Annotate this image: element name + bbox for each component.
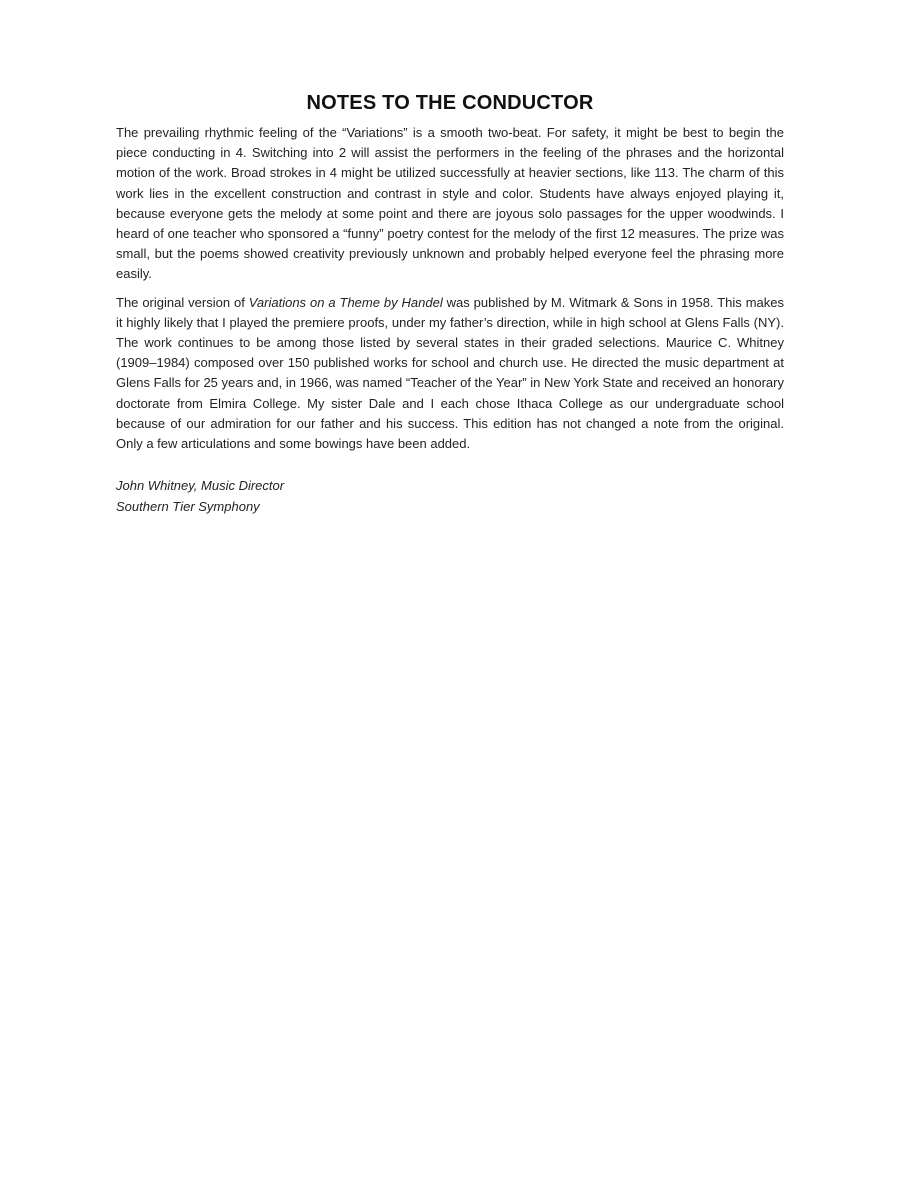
signature-name: John Whitney, Music Director <box>116 478 285 494</box>
paragraph-2-rest: was published by M. Witmark & Sons in 1958. This makes it highly likely that I played the premiere proofs, under my father’s direction, while in high school at Glens Falls (NY). The work continues to be among those listed by several states in their graded selections. Maurice C. Whitney (1909–1984) composed over 150 published works for school and church use. He directed the music department at Glens Falls for 25 years and, in 1966, was named “Teacher of the Year” in New York State and received an honorary doctorate from Elmira College. My sister Dale and I each chose Ithaca College as our undergraduate school because of our admiration for our father and his success. This edition has not changed a note from the original. Only a few articulations and some bowings have been added. <box>116 294 784 452</box>
notes-paragraph-1: The prevailing rhythmic feeling of the “Variations” is a smooth two-beat. For safety, it might be best to begin the piece conducting in 4. Switching into 2 will assist the performers in the feeling of the phrases and the horizontal motion of the work. Broad strokes in 4 might be utilized successfully at heavier sections, like 113. The charm of this work lies in the excellent construction and contrast in style and color. Students have always enjoyed playing it, because everyone gets the melody at some point and there are joyous solo passages for the upper woodwinds. I heard of one teacher who sponsored a “funny” poetry contest for the melody of the first 12 measures. The prize was small, but the poems showed creativity previously unknown and probably helped everyone feel the phrasing more easily. <box>116 125 784 282</box>
notes-paragraph-2 <box>116 293 784 455</box>
paragraph-2-lead: The original version of <box>116 294 249 310</box>
document-page <box>116 92 784 517</box>
work-title: Variations on a Theme by Handel <box>248 294 443 310</box>
page-title: NOTES TO THE CONDUCTOR <box>306 92 594 114</box>
signature-organization: Southern Tier Symphony <box>116 498 260 514</box>
signature-block <box>116 476 784 517</box>
